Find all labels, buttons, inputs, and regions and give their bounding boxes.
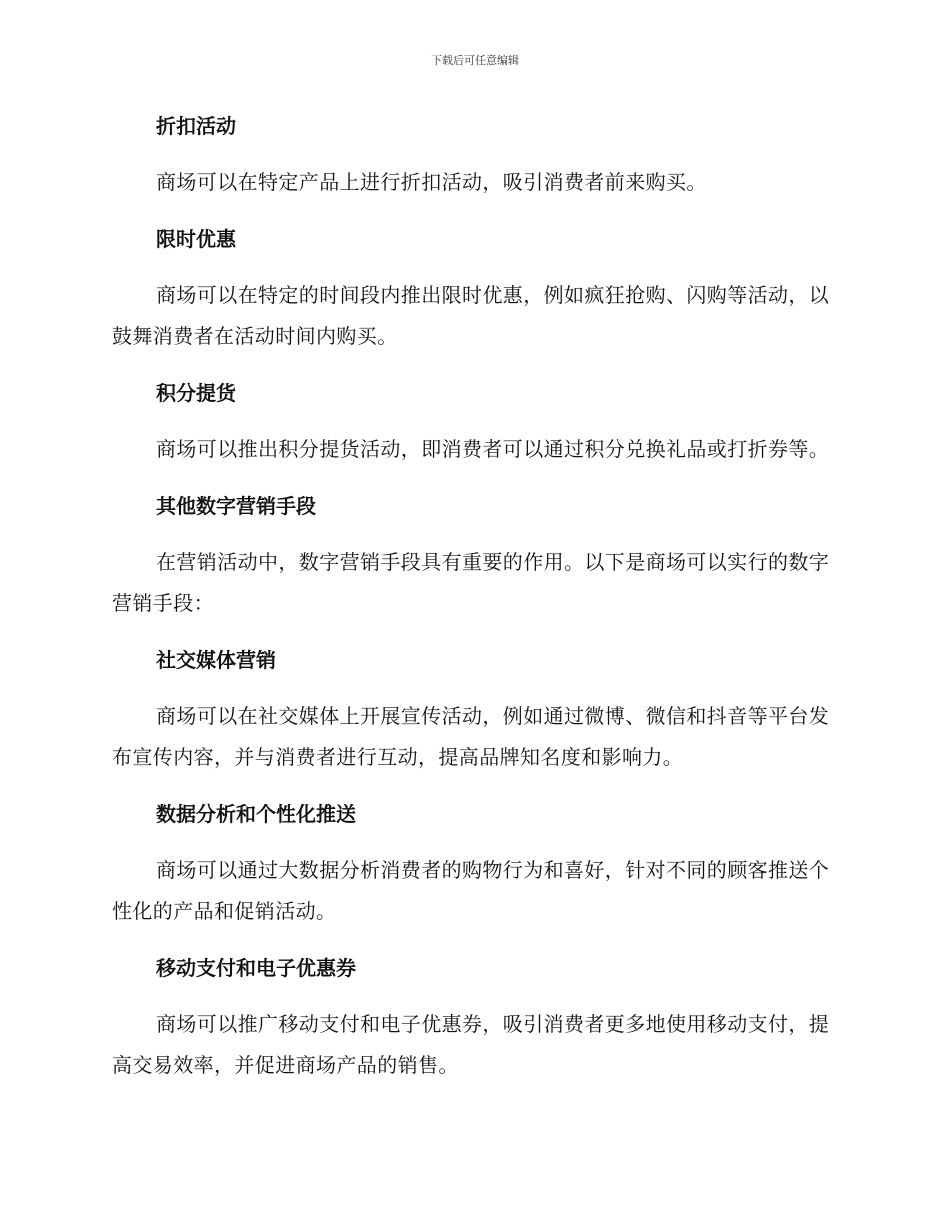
section-paragraph: 商场可以推出积分提货活动，即消费者可以通过积分兑换礼品或打折券等。	[156, 437, 830, 461]
section-mobile-payment	[112, 953, 832, 1086]
section-heading: 限时优惠	[156, 227, 236, 251]
section-heading: 其他数字营销手段	[156, 494, 316, 518]
section-limited-time	[112, 224, 832, 357]
section-heading: 社交媒体营销	[156, 648, 276, 672]
section-heading: 积分提货	[156, 381, 236, 405]
section-paragraph: 商场可以在特定的时间段内推出限时优惠，例如疯狂抢购、闪购等活动，以鼓舞消费者在活动时间内购买。	[112, 283, 830, 348]
section-paragraph: 商场可以在特定产品上进行折扣活动，吸引消费者前来购买。	[156, 170, 707, 194]
section-discount	[112, 111, 832, 203]
section-heading: 移动支付和电子优惠券	[156, 956, 356, 980]
document-content	[112, 111, 832, 1107]
page-header: 下载后可任意编辑	[431, 54, 519, 67]
section-data-analysis	[112, 799, 832, 932]
section-social-media	[112, 645, 832, 778]
section-paragraph: 在营销活动中，数字营销手段具有重要的作用。以下是商场可以实行的数字营销手段：	[112, 550, 830, 615]
section-paragraph: 商场可以通过大数据分析消费者的购物行为和喜好，针对不同的顾客推送个性化的产品和促销活动。	[112, 858, 830, 923]
section-points	[112, 378, 832, 470]
section-paragraph: 商场可以在社交媒体上开展宣传活动，例如通过微博、微信和抖音等平台发布宣传内容，并与消费者进行互动，提高品牌知名度和影响力。	[112, 704, 830, 769]
section-heading: 折扣活动	[156, 114, 236, 138]
section-paragraph: 商场可以推广移动支付和电子优惠券，吸引消费者更多地使用移动支付，提高交易效率，并促进商场产品的销售。	[112, 1012, 830, 1077]
section-heading: 数据分析和个性化推送	[156, 802, 356, 826]
section-digital-marketing	[112, 491, 832, 624]
